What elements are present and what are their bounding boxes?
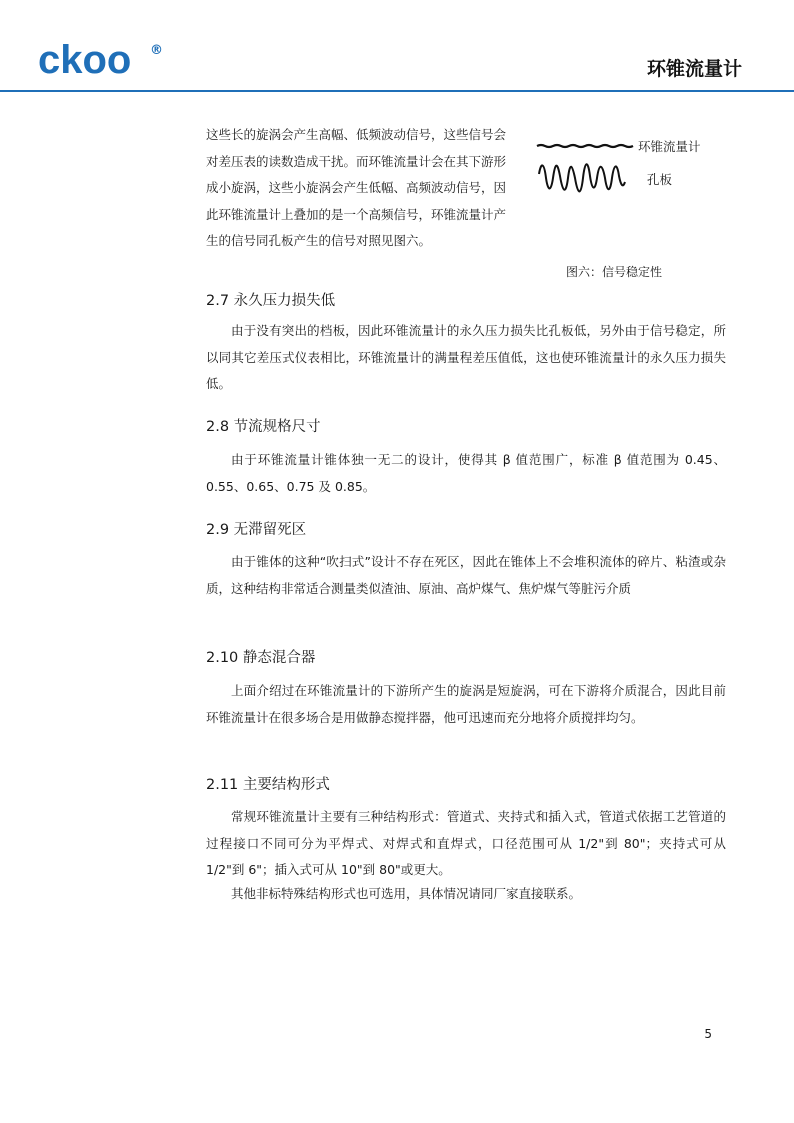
registered-mark: ® [150,43,163,58]
document-title: 环锥流量计 [646,58,742,80]
section-heading-2-7: 2.7 永久压力损失低 [206,293,336,309]
brand-logo: ckoo [38,38,132,82]
section-heading-2-10: 2.10 静态混合器 [206,650,316,666]
orifice-plate-label: 孔板 [647,172,673,187]
section-paragraph-2-9: 由于锥体的这种“吹扫式”设计不存在死区，因此在锥体上不会堆积流体的碎片、粘渣或杂质，这种结构非常适合测量类似渣油、原油、高炉煤气、焦炉煤气等脏污介质 [206,554,726,596]
section-paragraph-2-11: 常规环锥流量计主要有三种结构形式：管道式、夹持式和插入式，管道式依据工艺管道的过程接口不同可分为平焊式、对焊式和直焊式，口径范围可从 1/2"到 80"；夹持式可从 1/2"到 6"；插入式可从 10"到 80"或更大。 [206,809,726,877]
section-paragraph-2-10: 上面介绍过在环锥流量计的下游所产生的旋涡是短旋涡，可在下游将介质混合，因此目前环锥流量计在很多场合是用做静态搅拌器，他可迅速而充分地将介质搅拌均匀。 [206,683,726,725]
header-divider [0,90,794,92]
section-paragraph-2-7: 由于没有突出的档板，因此环锥流量计的永久压力损失比孔板低，另外由于信号稳定，所以同其它差压式仪表相比，环锥流量计的满量程差压值低，这也使环锥流量计的永久压力损失低。 [206,323,726,391]
signal-waveforms [535,134,635,209]
signal-stability-figure [535,134,701,213]
page-number: 5 [704,1027,712,1041]
section-heading-2-11: 2.11 主要结构形式 [206,777,330,793]
section-heading-2-8: 2.8 节流规格尺寸 [206,419,321,435]
section-heading-2-9: 2.9 无滞留死区 [206,522,307,538]
section-paragraph-2-11-note: 其他非标特殊结构形式也可选用，具体情况请同厂家直接联系。 [231,886,582,901]
orifice-plate-signal-wave [539,164,625,191]
figure-caption: 图六：信号稳定性 [566,265,663,279]
cone-meter-label: 环锥流量计 [638,139,701,154]
cone-meter-signal-wave [537,145,633,147]
intro-paragraph: 这些长的旋涡会产生高幅、低频波动信号，这些信号会对差压表的读数造成干扰。而环锥流量计会在其下游形成小旋涡，这些小旋涡会产生低幅、高频波动信号，因此环锥流量计上叠加的是一个高频信号，环锥流量计产生的信号同孔板产生的信号对照见图六。 [206,127,507,248]
section-paragraph-2-8: 由于环锥流量计锥体独一无二的设计，使得其 β 值范围广，标准 β 值范围为 0.45、0.55、0.65、0.75 及 0.85。 [206,452,726,494]
